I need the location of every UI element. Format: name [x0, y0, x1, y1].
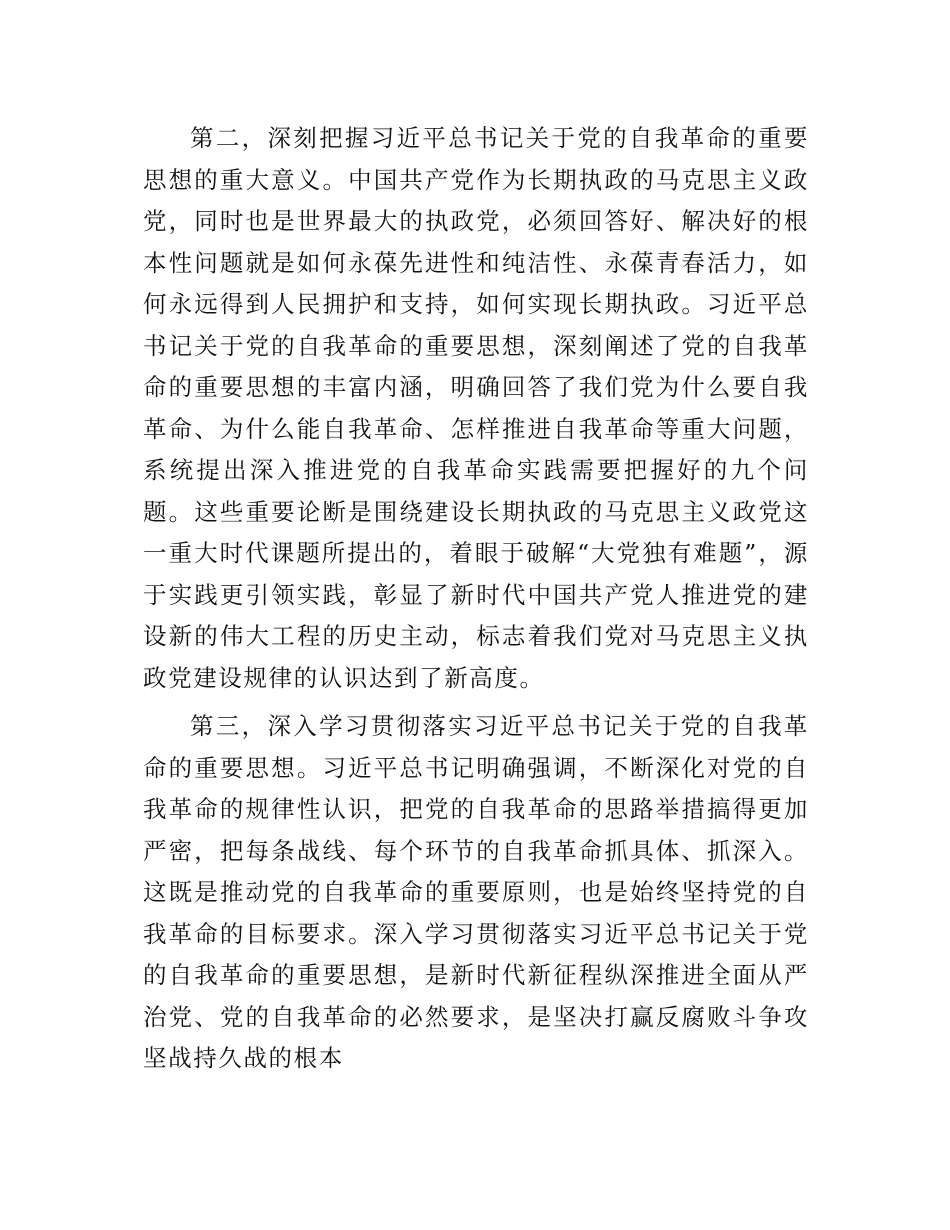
paragraph-third-point: 第三，深入学习贯彻落实习近平总书记关于党的自我革命的重要思想。习近平总书记明确强调，不断深化对党的自我革命的规律性认识，把党的自我革命的思路举措搞得更加严密，把每条战线、每个环节的自我革命抓具体、抓深入。这既是推动党的自我革命的重要原则，也是始终坚持党的自我革命的目标要求。深入学习贯彻落实习近平总书记关于党的自我革命的重要思想，是新时代新征程纵深推进全面从严治党、党的自我革命的必然要求，是坚决打赢反腐败斗争攻坚战持久战的根本 [143, 712, 809, 1072]
document-body [143, 118, 809, 1080]
paragraph-second-point: 第二，深刻把握习近平总书记关于党的自我革命的重要思想的重大意义。中国共产党作为长期执政的马克思主义政党，同时也是世界最大的执政党，必须回答好、解决好的根本性问题就是如何永葆先进性和纯洁性、永葆青春活力，如何永远得到人民拥护和支持，如何实现长期执政。习近平总书记关于党的自我革命的重要思想，深刻阐述了党的自我革命的重要思想的丰富内涵，明确回答了我们党为什么要自我革命、为什么能自我革命、怎样推进自我革命等重大问题，系统提出深入推进党的自我革命实践需要把握好的九个问题。这些重要论断是围绕建设长期执政的马克思主义政党这一重大时代课题所提出的，着眼于破解“大党独有难题”，源于实践更引领实践，彰显了新时代中国共产党人推进党的建设新的伟大工程的历史主动，标志着我们党对马克思主义执政党建设规律的认识达到了新高度。 [143, 124, 809, 692]
